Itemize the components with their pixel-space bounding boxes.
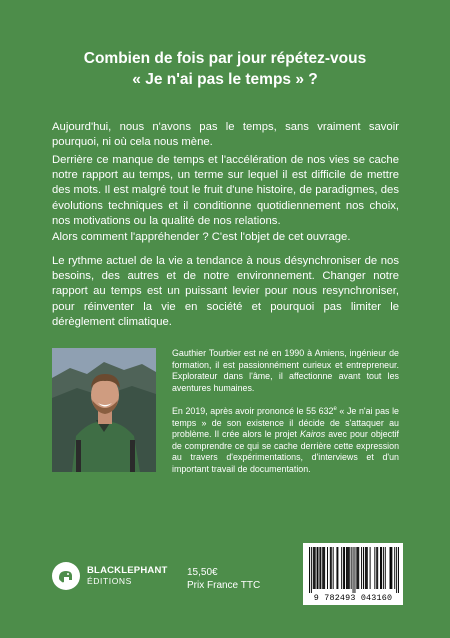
- barcode-bar: [320, 547, 321, 589]
- publisher-name: BLACKLEPHANT: [87, 565, 168, 576]
- barcode-bar: [327, 547, 328, 589]
- barcode-bar: [336, 547, 337, 589]
- barcode-bar: [354, 547, 355, 593]
- barcode-bar: [341, 547, 342, 589]
- barcode-bar: [377, 547, 378, 589]
- barcode-bar: [348, 547, 349, 589]
- barcode-bar: [343, 547, 344, 589]
- barcode-bar: [317, 547, 318, 589]
- barcode-bar: [357, 547, 358, 589]
- title-line-1: Combien de fois par jour répétez-vous: [83, 50, 367, 67]
- paragraph-rhythm: Le rythme actuel de la vie a tendance à nous désynchroniser de nos besoins, des autres et de notre environnement. Changer notre rapport au temps est un puissant levier pour nous resynchroniser, pour réinventer la vie en société et pourquoi pas limiter le dérèglement climatique.: [52, 255, 399, 328]
- barcode-bar: [383, 547, 384, 589]
- barcode-bar: [347, 547, 348, 589]
- back-cover-title: [20, 48, 430, 90]
- barcode-bar: [358, 547, 359, 589]
- barcode-bar: [319, 547, 320, 589]
- author-photo: [52, 348, 156, 472]
- barcode-bar: [344, 547, 345, 589]
- barcode-bar: [367, 547, 368, 589]
- barcode-bar: [361, 547, 362, 589]
- price-block: [187, 566, 260, 592]
- barcode-bar: [394, 547, 395, 589]
- barcode-bar: [376, 547, 377, 589]
- barcode-bar: [353, 547, 354, 593]
- barcode-bar: [374, 547, 375, 589]
- publisher-logo: [52, 562, 168, 590]
- paragraph-intro: Aujourd'hui, nous n'avons pas le temps, sans vraiment savoir pourquoi, ni où cela nous mène.: [52, 121, 399, 149]
- barcode-bar: [351, 547, 352, 589]
- barcode-bar: [391, 547, 392, 589]
- barcode-bar: [396, 547, 397, 593]
- barcode-bar: [390, 547, 391, 589]
- author-bio-1: Gauthier Tourbier est né en 1990 à Amiens, ingénieur de formation, il est passionnément curieux et entrepreneur. Explorateur dans l'âme, il affectionne avant tout les aventures humaines.: [172, 348, 399, 393]
- ordinal-superscript: e: [333, 406, 337, 412]
- barcode-bar: [333, 547, 334, 589]
- barcode-bar: [381, 547, 382, 589]
- barcode-bar: [337, 547, 338, 589]
- barcode-bar: [309, 547, 310, 593]
- paragraph-time-relationship: Derrière ce manque de temps et l'accélération de nos vies se cache notre rapport au temps, un terme sur lequel il est difficile de mettre des mots. Il est malgré tout le fruit d'une histoire, de paradigmes, des évolutions techniques et il conditionne quotidiennement nos choix, nos motivations ou la qualité de nos relations.: [52, 154, 399, 227]
- barcode-bar: [323, 547, 324, 589]
- barcode-bar: [313, 547, 314, 589]
- barcode-bar: [390, 547, 391, 589]
- barcode-bar: [346, 547, 347, 589]
- title-line-2: « Je n'ai pas le temps » ?: [132, 71, 318, 88]
- publisher-sub: ÉDITIONS: [87, 576, 132, 586]
- barcode-bar: [330, 547, 331, 589]
- barcode-bar: [314, 547, 315, 589]
- barcode-bar: [331, 547, 332, 589]
- isbn-number: 9 782493 043160: [313, 593, 393, 603]
- barcode-bar: [366, 547, 367, 589]
- barcode-bar: [322, 547, 323, 589]
- isbn-barcode: [303, 543, 403, 605]
- barcode-bar: [311, 547, 312, 593]
- barcode-bar: [385, 547, 386, 589]
- elephant-icon: [52, 562, 80, 590]
- barcode-bar: [318, 547, 319, 589]
- barcode-bar: [380, 547, 381, 589]
- author-bio-2: En 2019, après avoir prononcé le 55 632e « Je n'ai pas le temps » de son existence il décide de s'attaquer au problème. Il crée alors le projet Kairos avec pour objectif de comprendre ce qui se cache derrière cette expression au travers d'expérimentations, d'interviews et d'un important travail de documentation.: [172, 405, 400, 474]
- barcode-bar: [324, 547, 325, 589]
- paragraph-question: Alors comment l'appréhender ? C'est l'objet de cet ouvrage.: [52, 231, 351, 243]
- barcode-bar: [398, 547, 399, 593]
- barcode-bar: [315, 547, 316, 589]
- price-label: Prix France TTC: [187, 580, 261, 591]
- barcode-bar: [370, 547, 371, 589]
- project-name: Kairos: [299, 429, 326, 440]
- price-amount: 15,50€: [187, 567, 218, 578]
- barcode-bars: [303, 545, 403, 595]
- barcode-bar: [349, 547, 350, 589]
- barcode-bar: [356, 547, 357, 589]
- barcode-bar: [365, 547, 366, 589]
- barcode-bar: [363, 547, 364, 589]
